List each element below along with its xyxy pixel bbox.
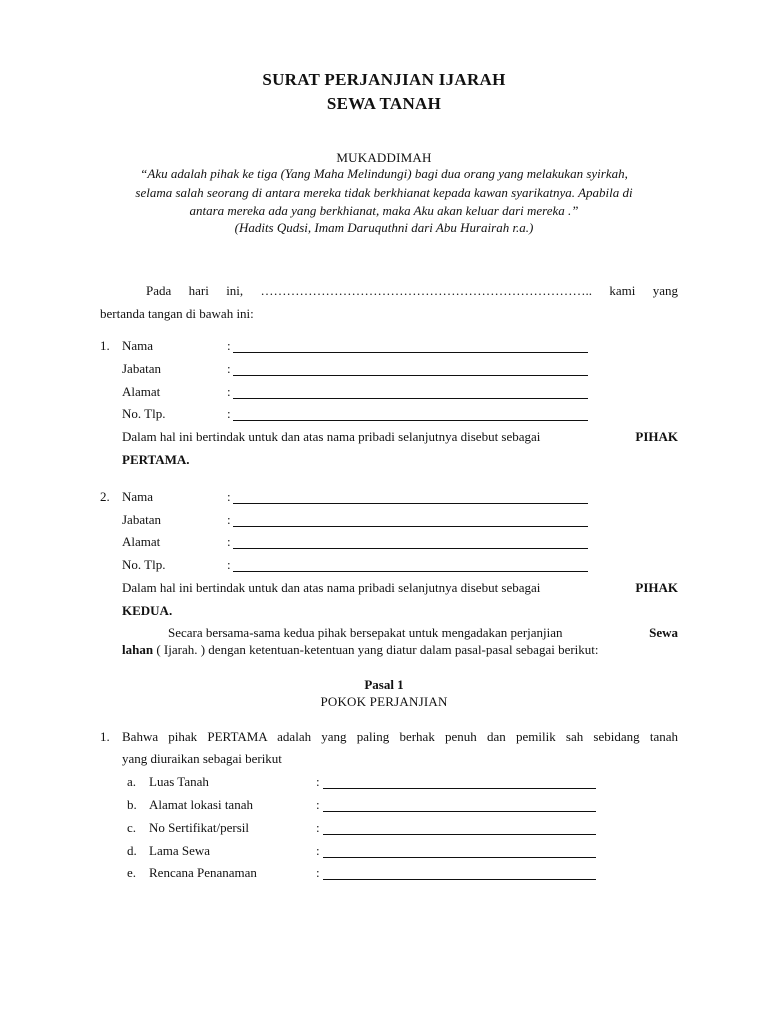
sertifikat-blank[interactable] [323, 834, 596, 835]
field-colon: : [316, 774, 320, 789]
field-colon: : [227, 361, 231, 376]
intro-line-2: bertanda tangan di bawah ini: [100, 306, 254, 321]
party-2-field-jabatan: Jabatan [122, 512, 161, 527]
field-colon: : [316, 865, 320, 880]
intro-word: Pada [146, 283, 172, 298]
party-1-nama-blank[interactable] [233, 352, 588, 353]
intro-word: kami [609, 283, 636, 298]
lama-sewa-blank[interactable] [323, 857, 596, 858]
party-2-field-nama: Nama [122, 489, 154, 504]
party-1-field-nama: Nama [122, 338, 154, 353]
document-subtitle: SEWA TANAH [326, 94, 442, 113]
quote-line-2: selama salah seorang di antara mereka tidak berkhianat kepada kawan syarikatnya. Apabila di [135, 185, 633, 200]
intro-word: yang [652, 283, 678, 298]
document-title: SURAT PERJANJIAN IJARAH [262, 70, 506, 89]
field-colon: : [316, 820, 320, 835]
party-2-jabatan-blank[interactable] [233, 526, 588, 527]
party-1-jabatan-blank[interactable] [233, 375, 588, 376]
agreement-bold: Sewa [649, 625, 678, 640]
party-2-field-alamat: Alamat [122, 534, 161, 549]
alamat-lokasi-blank[interactable] [323, 811, 596, 812]
sub-item-letter: e. [127, 865, 137, 880]
agreement-text: ( Ijarah. ) dengan ketentuan-ketentuan yang diatur dalam pasal-pasal sebagai berikut: [156, 642, 599, 657]
statement-bold: PIHAK [635, 580, 678, 595]
party-2-alamat-blank[interactable] [233, 548, 588, 549]
sub-item-label-alamat-lokasi: Alamat lokasi tanah [149, 797, 253, 812]
party-1-alamat-blank[interactable] [233, 398, 588, 399]
statement-text: Dalam hal ini bertindak untuk dan atas nama pribadi selanjutnya disebut sebagai [122, 580, 541, 595]
field-colon: : [227, 534, 231, 549]
party-2-designation: KEDUA. [122, 603, 173, 618]
party-2-field-tlp: No. Tlp. [122, 557, 166, 572]
field-colon: : [227, 406, 231, 421]
agreement-line-2 [122, 642, 599, 658]
sub-item-letter: a. [127, 774, 137, 789]
party-1-field-jabatan: Jabatan [122, 361, 161, 376]
party-1-designation: PERTAMA. [122, 452, 190, 467]
party-2-number: 2. [100, 489, 110, 504]
pasal-heading: Pasal 1 [364, 677, 404, 692]
luas-tanah-blank[interactable] [323, 788, 596, 789]
party-2-nama-blank[interactable] [233, 503, 588, 504]
sub-item-letter: b. [127, 797, 137, 812]
agreement-bold: lahan [122, 642, 154, 657]
intro-line-1 [146, 283, 678, 299]
sub-item-label-luas-tanah: Luas Tanah [149, 774, 209, 789]
pasal-item-line-1: Bahwa pihak PERTAMA adalah yang paling berhak penuh dan pemilik sah sebidang tanah [122, 729, 678, 744]
field-colon: : [227, 338, 231, 353]
pasal-item-line-2: yang diuraikan sebagai berikut [122, 751, 282, 766]
agreement-text: Secara bersama-sama kedua pihak bersepakat untuk mengadakan perjanjian [168, 625, 563, 640]
quote-source: (Hadits Qudsi, Imam Daruquthni dari Abu Hurairah r.a.) [234, 220, 534, 235]
quote-line-1: “Aku adalah pihak ke tiga (Yang Maha Melindungi) bagi dua orang yang melakukan syirkah, [140, 166, 628, 181]
mukaddimah-heading: MUKADDIMAH [336, 150, 432, 165]
field-colon: : [227, 512, 231, 527]
statement-text: Dalam hal ini bertindak untuk dan atas nama pribadi selanjutnya disebut sebagai [122, 429, 541, 444]
date-placeholder-dots: ………………………………………………………………….. [260, 283, 593, 298]
sub-item-label-sertifikat: No Sertifikat/persil [149, 820, 250, 835]
party-1-field-alamat: Alamat [122, 384, 161, 399]
party-1-number: 1. [100, 338, 110, 353]
field-colon: : [227, 489, 231, 504]
rencana-penanaman-blank[interactable] [323, 879, 596, 880]
pasal-item-number: 1. [100, 729, 110, 744]
intro-word: hari [188, 283, 209, 298]
field-colon: : [227, 557, 231, 572]
sub-item-letter: d. [127, 843, 137, 858]
sub-item-letter: c. [127, 820, 137, 835]
field-colon: : [227, 384, 231, 399]
party-1-field-tlp: No. Tlp. [122, 406, 166, 421]
party-1-tlp-blank[interactable] [233, 420, 588, 421]
statement-bold: PIHAK [635, 429, 678, 444]
quote-line-3: antara mereka ada yang berkhianat, maka Aku akan keluar dari mereka .” [189, 203, 579, 218]
agreement-line-1 [168, 625, 678, 641]
sub-item-label-lama-sewa: Lama Sewa [149, 843, 211, 858]
sub-item-label-rencana-penanaman: Rencana Penanaman [149, 865, 257, 880]
party-2-statement [122, 580, 678, 596]
pasal-subheading: POKOK PERJANJIAN [320, 694, 448, 709]
party-2-tlp-blank[interactable] [233, 571, 588, 572]
party-1-statement [122, 429, 678, 445]
intro-word: ini, [226, 283, 244, 298]
field-colon: : [316, 843, 320, 858]
field-colon: : [316, 797, 320, 812]
